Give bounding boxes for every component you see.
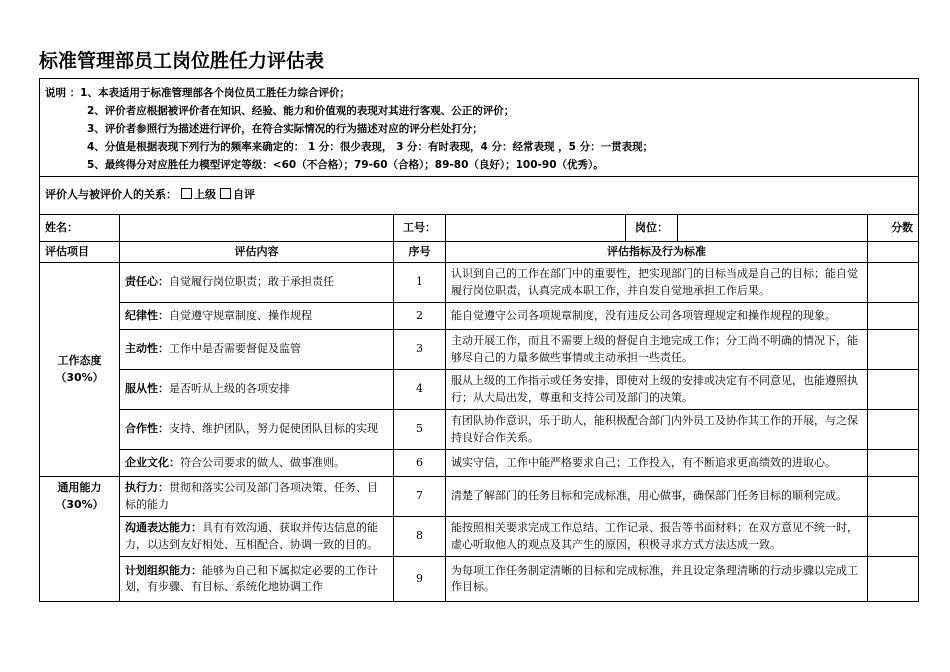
instruction-item-2: 2、评价者应根据被评价者在知识、经验、能力和价值观的表现对其进行客观、公正的评价； bbox=[87, 105, 515, 117]
checkbox-superior[interactable] bbox=[181, 188, 192, 199]
category-weight: （30%） bbox=[55, 370, 104, 384]
id-field[interactable] bbox=[446, 215, 626, 242]
seq-cell: 1 bbox=[394, 263, 446, 303]
checkbox-self[interactable] bbox=[220, 188, 231, 199]
content-term: 计划组织能力： bbox=[125, 563, 202, 577]
content-cell bbox=[120, 410, 394, 450]
id-label: 工号： bbox=[394, 215, 446, 242]
score-input[interactable] bbox=[868, 330, 919, 370]
table-row bbox=[40, 477, 919, 517]
standard-cell: 主动开展工作，而且不需要上级的督促自主地完成工作；分工尚不明确的情况下，能够尽自己的力量多做些事情或主动承担一些责任。 bbox=[446, 330, 868, 370]
content-cell bbox=[120, 477, 394, 517]
standard-cell: 诚实守信，工作中能严格要求自己；工作投入，有不断追求更高绩效的进取心。 bbox=[446, 450, 868, 477]
category-attitude bbox=[40, 263, 120, 477]
category-name: 工作态度 bbox=[57, 354, 102, 367]
table-row bbox=[40, 370, 919, 410]
score-input[interactable] bbox=[868, 370, 919, 410]
seq-cell: 3 bbox=[394, 330, 446, 370]
score-input[interactable] bbox=[868, 450, 919, 477]
seq-cell: 8 bbox=[394, 517, 446, 557]
content-term: 执行力： bbox=[125, 481, 169, 494]
instruction-item-5: 5、最终得分对应胜任力模型评定等级：<60（不合格）；79-60（合格）；89-80（良好）；100-90（优秀）。 bbox=[87, 159, 604, 171]
instruction-item-3: 3、评价者参照行为描述进行评价，在符合实际情况的行为描述对应的评分栏处打分； bbox=[87, 123, 483, 135]
standard-cell: 为每项工作任务制定清晰的目标和完成标准，并且设定条理清晰的行动步骤以完成工作目标。 bbox=[446, 557, 868, 602]
position-label: 岗位： bbox=[626, 215, 678, 242]
score-input[interactable] bbox=[868, 410, 919, 450]
score-input[interactable] bbox=[868, 477, 919, 517]
content-term: 服从性： bbox=[125, 382, 169, 396]
relation-label: 评价人与被评价人的关系： bbox=[45, 188, 177, 202]
name-field[interactable] bbox=[120, 215, 394, 242]
table-row bbox=[40, 263, 919, 303]
instructions-block bbox=[40, 79, 919, 177]
content-term: 纪律性： bbox=[125, 308, 169, 322]
header-content: 评估内容 bbox=[120, 242, 394, 263]
content-cell bbox=[120, 330, 394, 370]
header-seq: 序号 bbox=[394, 242, 446, 263]
content-cell bbox=[120, 557, 394, 602]
content-term: 主动性： bbox=[125, 342, 169, 356]
content-desc: 工作中是否需要督促及监管 bbox=[169, 342, 301, 356]
score-input[interactable] bbox=[868, 263, 919, 303]
standard-cell: 认识到自己的工作在部门中的重要性，把实现部门的目标当成是自己的目标；能自觉履行岗位职责，认真完成本职工作，并自发自觉地承担工作后果。 bbox=[446, 263, 868, 303]
content-cell bbox=[120, 370, 394, 410]
content-desc: 符合公司要求的做人、做事准则。 bbox=[180, 455, 345, 469]
seq-cell: 4 bbox=[394, 370, 446, 410]
standard-cell: 清楚了解部门的任务目标和完成标准，用心做事，确保部门任务目标的顺利完成。 bbox=[446, 477, 868, 517]
evaluation-table bbox=[39, 78, 919, 602]
content-desc: 是否听从上级的各项安排 bbox=[169, 382, 290, 396]
standard-cell: 能按照相关要求完成工作总结、工作记录、报告等书面材料；在双方意见不统一时，虚心听取他人的观点及其产生的原因，积极寻求方式方法达成一致。 bbox=[446, 517, 868, 557]
standard-cell: 能自觉遵守公司各项规章制度，没有违反公司各项管理规定和操作规程的现象。 bbox=[446, 303, 868, 330]
header-row bbox=[40, 242, 919, 263]
content-term: 责任心： bbox=[125, 275, 169, 289]
table-row bbox=[40, 330, 919, 370]
header-standard: 评估指标及行为标准 bbox=[446, 242, 868, 263]
name-label: 姓名： bbox=[40, 215, 120, 242]
header-item: 评估项目 bbox=[40, 242, 120, 263]
content-desc: 自觉遵守规章制度、操作规程 bbox=[169, 308, 312, 322]
standard-cell: 服从上级的工作指示或任务安排，即使对上级的安排或决定有不同意见，也能遵照执行；从大局出发，尊重和支持公司及部门的决策。 bbox=[446, 370, 868, 410]
seq-cell: 2 bbox=[394, 303, 446, 330]
content-desc: 具有有效沟通、获取并传达信息的能力，以达到友好相处、互相配合、协调一致的目的。 bbox=[125, 521, 378, 551]
category-name: 通用能力 bbox=[57, 481, 102, 494]
content-desc: 贯彻和落实公司及部门各项决策、任务、目标的能力 bbox=[125, 481, 378, 511]
instructions-lead: 说明 ： bbox=[45, 87, 81, 99]
relation-option-superior: 上级 bbox=[194, 188, 216, 202]
info-row bbox=[40, 215, 919, 242]
content-cell bbox=[120, 517, 394, 557]
table-row bbox=[40, 557, 919, 602]
seq-cell: 7 bbox=[394, 477, 446, 517]
content-cell bbox=[120, 303, 394, 330]
table-row bbox=[40, 410, 919, 450]
table-row bbox=[40, 517, 919, 557]
instruction-item-1: 1、本表适用于标准管理部各个岗位员工胜任力综合评价； bbox=[80, 87, 350, 99]
content-term: 企业文化： bbox=[125, 455, 180, 469]
seq-cell: 9 bbox=[394, 557, 446, 602]
category-weight: （30%） bbox=[55, 497, 104, 511]
content-term: 沟通表达能力： bbox=[125, 521, 202, 534]
relation-cell bbox=[40, 177, 919, 215]
content-desc: 支持、维护团队，努力促使团队目标的实现 bbox=[169, 422, 378, 436]
table-row bbox=[40, 450, 919, 477]
standard-cell: 有团队协作意识，乐于助人，能积极配合部门内外员工及协作其工作的开展，与之保持良好合作关系。 bbox=[446, 410, 868, 450]
header-score-blank bbox=[868, 242, 919, 263]
score-input[interactable] bbox=[868, 303, 919, 330]
score-input[interactable] bbox=[868, 557, 919, 602]
content-desc: 自觉履行岗位职责；敢于承担责任 bbox=[169, 275, 334, 289]
position-field[interactable] bbox=[678, 215, 868, 242]
score-input[interactable] bbox=[868, 517, 919, 557]
instructions-row bbox=[40, 79, 919, 177]
score-label: 分数 bbox=[868, 215, 919, 242]
seq-cell: 5 bbox=[394, 410, 446, 450]
content-desc: 能够为自己和下属拟定必要的工作计划，有步骤、有目标、系统化地协调工作 bbox=[125, 563, 378, 593]
relation-option-self: 自评 bbox=[233, 188, 255, 202]
content-cell bbox=[120, 263, 394, 303]
table-row bbox=[40, 303, 919, 330]
relation-row bbox=[40, 177, 919, 215]
category-general bbox=[40, 477, 120, 602]
page-title: 标准管理部员工岗位胜任力评估表 bbox=[39, 50, 325, 72]
instruction-item-4: 4、分值是根据表现下列行为的频率来确定的： 1 分：很少表现， 3 分：有时表现，4 分：经常表现 ，5 分：一贯表现； bbox=[87, 141, 654, 153]
content-cell bbox=[120, 450, 394, 477]
seq-cell: 6 bbox=[394, 450, 446, 477]
content-term: 合作性： bbox=[125, 422, 169, 436]
